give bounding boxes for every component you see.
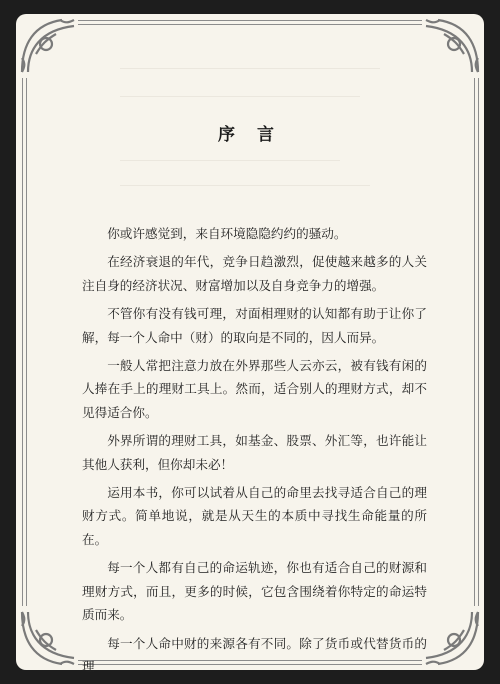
bleed-through-line — [120, 96, 360, 97]
paragraph: 一般人常把注意力放在外界那些人云亦云，被有钱有闲的人捧在手上的理财工具上。然而，适合别人的理财方式，却不见得适合你。 — [82, 358, 427, 420]
border-right — [474, 78, 475, 606]
corner-ornament-top-right — [420, 14, 484, 78]
preface-body — [82, 222, 427, 683]
bleed-through-line — [120, 68, 380, 69]
paragraph: 在经济衰退的年代，竞争日趋激烈，促使越来越多的人关注自身的经济状况、财富增加以及自身竞争力的增强。 — [82, 254, 427, 293]
paragraph: 运用本书，你可以试着从自己的命里去找寻适合自己的理财方式。简单地说，就是从天生的本质中寻找生命能量的所在。 — [82, 485, 427, 547]
border-left-inner — [26, 78, 27, 606]
paragraph: 你或许感觉到，来自环境隐隐约约的骚动。 — [107, 226, 347, 241]
border-top-inner — [78, 24, 422, 25]
border-left — [22, 78, 23, 606]
border-top — [78, 20, 422, 21]
paragraph: 不管你有没有钱可理，对面相理财的认知都有助于让你了解，每一个人命中（财）的取向是不同的，因人而异。 — [82, 306, 427, 345]
corner-ornament-bottom-left — [16, 606, 80, 670]
border-right-inner — [478, 78, 479, 606]
paragraph: 每一个人都有自己的命运轨迹，你也有适合自己的财源和理财方式，而且，更多的时候，它包含围绕着你特定的命运特质而来。 — [82, 560, 427, 623]
corner-ornament-top-left — [16, 14, 80, 78]
bleed-through-line — [120, 160, 340, 161]
corner-ornament-bottom-right — [420, 606, 484, 670]
bleed-through-line — [120, 185, 370, 186]
paragraph: 外界所谓的理财工具，如基金、股票、外汇等，也许能让其他人获利，但你却未必！ — [82, 433, 427, 472]
paragraph: 每一个人命中财的来源各有不同。除了货币或代替货币的理 — [82, 635, 427, 674]
page-title: 序 言 — [218, 125, 282, 145]
